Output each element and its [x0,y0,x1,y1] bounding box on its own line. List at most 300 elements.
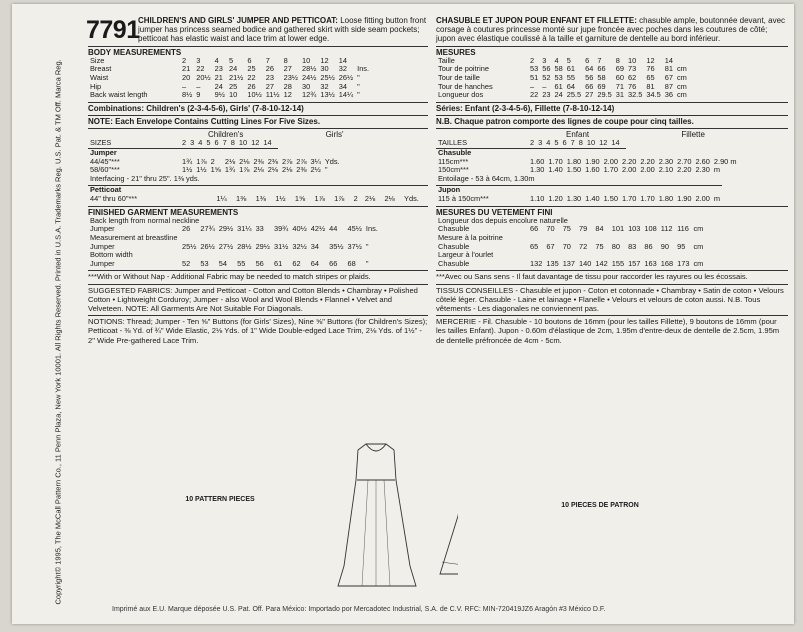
garment-line-drawings [158,436,458,596]
size-cell: 10 [238,138,248,148]
table-cell: 1.60 [530,156,545,166]
table-cell: 30 [320,64,329,74]
size-cell: 4 [198,138,203,148]
table-cell: 66 [597,64,606,74]
notions: NOTIONS: Thread; Jumper - Ten ⅝" Buttons (for Girls' Sizes), Nine ⅝" Buttons (for Children's Sizes); Petticoat - ⅜ Yd. of ¾" Wide Elastic, 2⅛ Yds. of 1" Wide Double-edged Lace Trim, 2⅛ Yds. of 1½" - 2" Wide Pre-gathered Lace Trim. [88,317,428,345]
english-title: CHILDREN'S AND GIRLS' JUMPER AND PETTICOAT: [138,16,338,25]
table-cell: 58 [597,73,606,82]
table-cell: 2.00 [603,156,618,166]
table-cell: 2.30 [658,156,674,166]
table-row [88,260,380,269]
size-cell: 2 [182,138,187,148]
row-label: 115 à 150cm*** [438,193,489,203]
size-cell: 6 [562,138,567,148]
row-label: Back length from normal neckline [90,215,200,225]
table-cell: 12 [646,55,655,65]
table-cell: 2.90 m [713,156,737,166]
size-cell: 8 [578,138,583,148]
table-cell: 66 [329,258,338,268]
size-cell: 14 [263,138,272,148]
english-description [138,16,428,44]
table-cell: 2.00 [621,165,637,175]
copyright-strip [26,20,90,620]
table-cell: 2.00 [640,165,655,175]
table-cell: 1.20 [548,193,563,203]
pattern-envelope-back [12,4,794,624]
table-cell: 12¾ [301,90,317,100]
table-cell: 65 [530,241,539,251]
table-cell: 2.20 [677,165,692,175]
row-label: Entoilage - 53 à 64cm, 1.30m [438,173,535,183]
table-cell: 32 [320,81,329,91]
table-cell: 34 [310,241,319,251]
table-cell: 35½ [329,241,344,251]
size-cell: 12 [599,138,608,148]
table-cell: 32½ [292,241,307,251]
table-cell: 53 [554,73,563,82]
table-cell: 1.70 [603,165,618,175]
table-cell: 60 [615,73,624,82]
table-cell: 140 [579,258,592,268]
table-cell: Ins. [357,64,370,74]
row-label: Back waist length [90,90,148,100]
row-label: 44/45"*** [90,156,120,166]
english-description-text: Loose fitting button front jumper has princess seamed bodice and gathered skirt with side seam pockets; petticoat has elastic waist and lace trim at lower edge. [138,16,427,44]
row-label: Bottom width [90,250,133,260]
table-cell: 26 [265,64,274,74]
row-label: Jumper [90,258,115,268]
table-cell: 31¼ [237,224,252,234]
table-cell: 2 [182,55,187,65]
size-cell: 3 [190,138,195,148]
table-cell: 12 [320,55,329,65]
table-cell: 3 [542,55,547,65]
table-cell: 8 [615,55,620,65]
table-cell: 26½ [338,73,354,82]
french-description-text: chasuble ample, boutonnée devant, avec corsage à coutures princesse monté sur jupe froncée avec poches dans les coutures de côté; jupon avec élastique coulissé à la taille et garniture de dentelle au bord inférieur. [436,16,786,44]
row-label: Mesure à la poitrine [438,232,503,242]
table-cell: 68 [347,258,356,268]
table-cell: 1¼ [216,193,227,203]
table-cell: 37½ [347,241,362,251]
table-cell: 1.70 [621,193,637,203]
table-cell: 64 [310,258,319,268]
row-label: 44" thru 60"*** [90,193,138,203]
table-cell: 2⅛ [253,165,264,175]
tissus-conseilles: TISSUS CONSEILLES - Chasuble et jupon - Coton et cotonnade • Chambray • Satin de coton • Velours côtelé léger. Chasuble - Laine et lainage • Flanelle • Velours et velours de coton aussi. N.B. Tous vêtements - Les diagonales ne conviennent pas. [436,284,788,314]
table-cell: 55 [237,258,246,268]
size-cell: 10 [586,138,596,148]
table-cell: 52 [542,73,551,82]
table-cell: 28½ [237,241,252,251]
table-cell: 76 [627,81,637,91]
english-column [88,16,428,345]
table-cell: 2.20 [621,156,637,166]
table-cell: 34 [338,81,347,91]
table-cell: 62 [292,258,301,268]
table-cell: 103 [628,224,641,234]
table-cell: 61 [554,81,563,91]
table-cell: 13½ [320,90,335,100]
table-cell: 26 [247,81,256,91]
table-cell: 32.5 [627,90,643,100]
table-cell: 2⅜ [267,156,278,166]
row-label: Size [90,55,105,65]
table-cell: 67 [664,73,673,82]
table-cell: 27½ [218,241,234,251]
table-cell: 81 [646,81,655,91]
size-cell [274,139,278,148]
row-label: Jupon [438,185,461,195]
table-cell: 33 [255,224,264,234]
table-cell: 56 [585,73,594,82]
table-cell: " [357,81,360,91]
table-cell: 28 [283,81,292,91]
table-cell: – [530,81,535,91]
table-cell: 20½ [196,73,211,82]
table-cell: 72 [579,241,588,251]
table-cell: cm [676,81,687,91]
row-label: Tour de taille [438,73,480,82]
table-cell: 2 [353,193,358,203]
table-cell: 32 [338,64,347,74]
table-cell: 1⅞ [314,193,325,203]
table-cell: 1.80 [566,156,582,166]
table-cell: 1.70 [640,193,655,203]
suggested-fabrics: SUGGESTED FABRICS: Jumper and Petticoat - Cotton and Cotton Blends • Chambray • Polished Cotton • Lightweight Corduroy; Jumper - also Wool and Wool Blends • Flannel • Velvet and Velveteen. NOTE: All Garments Are Not Suitable For Diagonals. [88,284,428,314]
size-cell: 14 [611,138,620,148]
table-cell: 8½ [182,90,193,100]
table-cell: 23 [265,73,274,82]
table-cell: 25 [228,81,238,91]
table-cell: 56 [255,258,264,268]
copyright-text: Copyright© 1995, The McCall Pattern Co., 11 Penn Plaza, New York 10001. All Rights Reserved. Printed in U.S.A. Trademarks Reg. U.S. Pat. & TM Off. Marca Reg. [53,59,63,605]
row-label: Taille [438,55,455,65]
series: Séries: Enfant (2-3-4-5-6), Fillette (7-8-10-12-14) [436,102,788,113]
table-cell: 64 [566,81,575,91]
table-cell: 28½ [301,64,317,74]
table-cell: 30 [301,81,311,91]
size-cell: 2 [530,138,535,148]
table-cell: 1.50 [603,193,618,203]
table-cell: 2.20 [640,156,655,166]
table-cell: 40½ [292,224,307,234]
table-cell: 54 [218,258,228,268]
table-cell: 26½ [200,241,215,251]
row-label: Chasuble [438,258,470,268]
mesures-header: MESURES [436,46,788,57]
table-cell: 1.70 [548,156,563,166]
nap-note: ***With or Without Nap - Additional Fabric may be needed to match stripes or plaids. [88,270,428,281]
row-label: Chasuble [438,147,472,157]
finished-measurements-table [88,217,380,269]
table-cell: – [182,81,187,91]
table-cell: m [713,165,721,175]
table-cell: 83 [628,241,637,251]
table-cell: " [365,241,369,251]
table-cell: 1⅞ [334,193,345,203]
size-cell: 8 [230,138,235,148]
row-label: Hip [90,81,102,91]
table-cell: 1⅞ [196,156,207,166]
table-cell: 1.50 [566,165,582,175]
table-cell: 173 [677,258,690,268]
table-row [88,91,371,100]
table-cell: 2.10 [658,165,674,175]
table-cell: 10 [228,90,238,100]
row-label: Measurement at breastline [90,232,178,242]
row-label: 150cm*** [438,165,469,175]
size-cell [622,139,626,148]
table-cell: 25½ [320,73,335,82]
table-cell: 1.30 [530,165,545,175]
table-cell: 1½ [196,165,207,175]
table-cell: 7 [597,55,602,65]
table-cell: 58 [554,64,563,74]
table-cell: 61 [273,258,283,268]
table-cell: 112 [660,224,673,234]
table-cell: – [542,81,547,91]
table-cell: 1⅜ [255,193,266,203]
row-label: Tour de poitrine [438,64,489,74]
table-cell: 22 [530,90,539,100]
table-cell: 62 [627,73,637,82]
table-cell: 51 [530,73,539,82]
table-cell: 155 [611,258,625,268]
jumper-yardage-table [88,149,342,183]
table-cell: cm [676,73,687,82]
table-cell: 25.5 [566,90,582,100]
table-cell: 7 [265,55,270,65]
table-cell: 70 [562,241,571,251]
table-cell: Yds. [404,193,419,203]
table-cell: 2⅛ [384,193,395,203]
table-cell: 1⅝ [294,193,306,203]
table-cell: 21 [214,73,223,82]
chasuble-metrage-table [436,149,739,183]
table-cell: 1⅜ [236,193,247,203]
table-cell: " [365,258,369,268]
group-enfant: Enfant [566,130,590,140]
size-cell: 5 [554,138,559,148]
table-cell: 108 [644,224,657,234]
size-cell: 7 [570,138,575,148]
table-cell: 53 [200,258,209,268]
table-cell: 9½ [214,90,225,100]
table-cell: 95 [677,241,686,251]
table-cell: 2⅛ [281,165,293,175]
vetement-fini-table [436,217,705,269]
table-cell: 22 [196,64,205,74]
french-pattern-pieces: 10 PIECES DE PATRON [561,502,639,509]
body-measurements-table [88,57,371,100]
table-cell: 29½ [255,241,270,251]
table-cell: 135 [546,258,559,268]
row-label: Largeur à l'ourlet [438,250,494,260]
table-cell: cm [693,224,704,234]
table-cell: 1.40 [585,193,600,203]
table-cell: " [357,73,360,82]
size-cell: 6 [214,138,219,148]
table-cell: 67 [546,241,555,251]
size-cell: 12 [251,138,260,148]
table-cell: 2 [530,55,535,65]
table-cell: 24 [214,81,223,91]
note-cutting-lines: NOTE: Each Envelope Contains Cutting Lines For Five Sizes. [88,115,428,126]
table-cell: 2⅞ [281,156,293,166]
table-cell: 27 [585,90,594,100]
table-cell: 1.80 [658,193,674,203]
table-cell: 80 [611,241,620,251]
table-cell: 55 [566,73,575,82]
table-cell: 2⅞ [296,156,307,166]
table-cell: 1⅝ [210,165,221,175]
combinations: Combinations: Children's (2-3-4-5-6), Girls' (7-8-10-12-14) [88,102,428,113]
table-cell: 90 [660,241,669,251]
table-cell: Ins. [365,224,378,234]
table-cell: 1.90 [677,193,692,203]
row-label: 115cm*** [438,156,469,166]
table-cell: 163 [644,258,657,268]
table-cell: 23 [214,64,223,74]
table-cell: 2⅛ [224,156,236,166]
petticoat-yardage-table [88,185,428,203]
table-cell: 14 [664,55,673,65]
row-label: Longueur dos depuis encolure naturelle [438,215,568,225]
table-cell: 42½ [310,224,326,234]
table-cell: 27 [265,81,274,91]
table-cell: 1½ [182,165,193,175]
table-cell: 45½ [347,224,362,234]
body-measurements-header: BODY MEASUREMENTS [88,46,428,57]
table-cell: 21½ [228,73,244,82]
row-label: Interfacing - 21" thru 25". 1⅜ yds. [90,173,200,183]
table-cell: 81 [664,64,673,74]
vetement-fini-header: MESURES DU VETEMENT FINI [436,206,788,217]
table-cell: 27¾ [200,224,215,234]
table-cell: 29.5 [597,90,612,100]
table-cell: cm [676,90,687,100]
size-cell: 4 [546,138,551,148]
footer-import-info: Imprimé aux E.U. Marque déposée U.S. Pat. Off. Para México: Importado por Mercadotec Industrial, S.A. de C.V. RFC: MIN-720419JZ6 Aragón #3 México D.F. [112,606,606,613]
table-cell: 53 [530,64,539,74]
finished-measurements-header: FINISHED GARMENT MEASUREMENTS [88,206,428,217]
table-cell: 24½ [301,73,317,82]
table-cell: 6 [585,55,590,65]
table-cell: 31½ [273,241,289,251]
table-cell: 84 [595,224,604,234]
table-cell: 2 [210,156,215,166]
size-cell: 3 [538,138,543,148]
table-cell: 1.30 [566,193,582,203]
table-cell: 75 [562,224,571,234]
table-cell: 9 [196,90,201,100]
table-cell: 87 [664,81,673,91]
table-cell: cm [693,258,704,268]
row-label: Tour de hanches [438,81,493,91]
table-cell: 56 [542,64,551,74]
table-cell: 25 [247,64,256,74]
table-cell: 4 [214,55,219,65]
row-label: Chasuble [438,224,470,234]
table-cell: 1.90 [585,156,600,166]
table-cell: 61 [566,64,575,74]
table-cell: 69 [615,64,624,74]
table-cell: 2.30 [695,165,710,175]
table-cell: cm [693,241,704,251]
table-cell: 39¾ [273,224,289,234]
row-label: Breast [90,64,112,74]
row-label: 58/60"*** [90,165,120,175]
table-row [88,175,342,184]
table-row [436,195,722,204]
row-label: Chasuble [438,241,470,251]
table-cell: 2.00 [695,193,710,203]
table-cell: 24 [554,90,563,100]
table-cell: m [713,193,721,203]
table-cell: 21 [182,64,191,74]
table-cell: 1¾ [224,165,236,175]
table-cell: 71 [615,81,624,91]
table-cell: 2⅛ [239,156,250,166]
avec-sans-sens-note: ***Avec ou Sans sens - Il faut davantage de tissu pour raccorder les rayures ou les écossais. [436,270,788,281]
table-cell: 29½ [218,224,234,234]
table-row [436,91,689,100]
table-cell: 24 [228,64,238,74]
table-cell: 157 [628,258,641,268]
jumper-drawing-icon [338,444,416,586]
table-cell: 11½ [265,90,280,100]
mesures-table [436,57,689,100]
table-cell: 116 [677,224,689,234]
table-cell: 66 [530,224,539,234]
row-label: Jumper [90,241,115,251]
table-cell: 2.60 [695,156,710,166]
table-cell: 10 [627,55,637,65]
jupon-metrage-table [436,185,722,203]
table-cell: 2⅜ [253,156,264,166]
group-children: Children's [208,130,244,140]
petticoat-drawing-icon [440,448,458,574]
table-cell: 20 [182,73,191,82]
table-row [88,195,428,204]
size-cell: 7 [222,138,227,148]
table-cell: 1.40 [548,165,563,175]
table-cell: 101 [611,224,625,234]
table-cell: 2.70 [677,156,692,166]
table-cell: 14¼ [338,90,354,100]
table-cell: 23 [542,90,551,100]
table-cell: 5 [228,55,234,65]
table-cell: 137 [562,258,576,268]
table-cell: 26 [182,224,191,234]
table-cell: 5 [566,55,571,65]
table-cell: cm [676,64,687,74]
row-label: Jumper [90,224,115,234]
table-cell: 1.10 [530,193,545,203]
table-cell: 142 [595,258,608,268]
table-cell: 12 [283,90,292,100]
row-label: Jumper [90,147,117,157]
mercerie: MERCERIE - Fil. Chasuble - 10 boutons de 16mm (pour les tailles Fillette), 9 boutons de 16mm (pour les tailles Enfant). Jupon - 0.60m d'élastique de 2cm, 1.95m d'entre-deux de dentelle de 2.5cm, 1.95m de dentelle préfroncée de 4cm - 5cm. [436,315,788,345]
table-cell: 8 [283,55,288,65]
table-cell: 168 [660,258,674,268]
table-cell: 25½ [182,241,197,251]
table-cell: 23½ [283,73,298,82]
table-cell: 36 [664,90,673,100]
table-cell: 6 [247,55,252,65]
row-label: Longueur dos [438,90,484,100]
